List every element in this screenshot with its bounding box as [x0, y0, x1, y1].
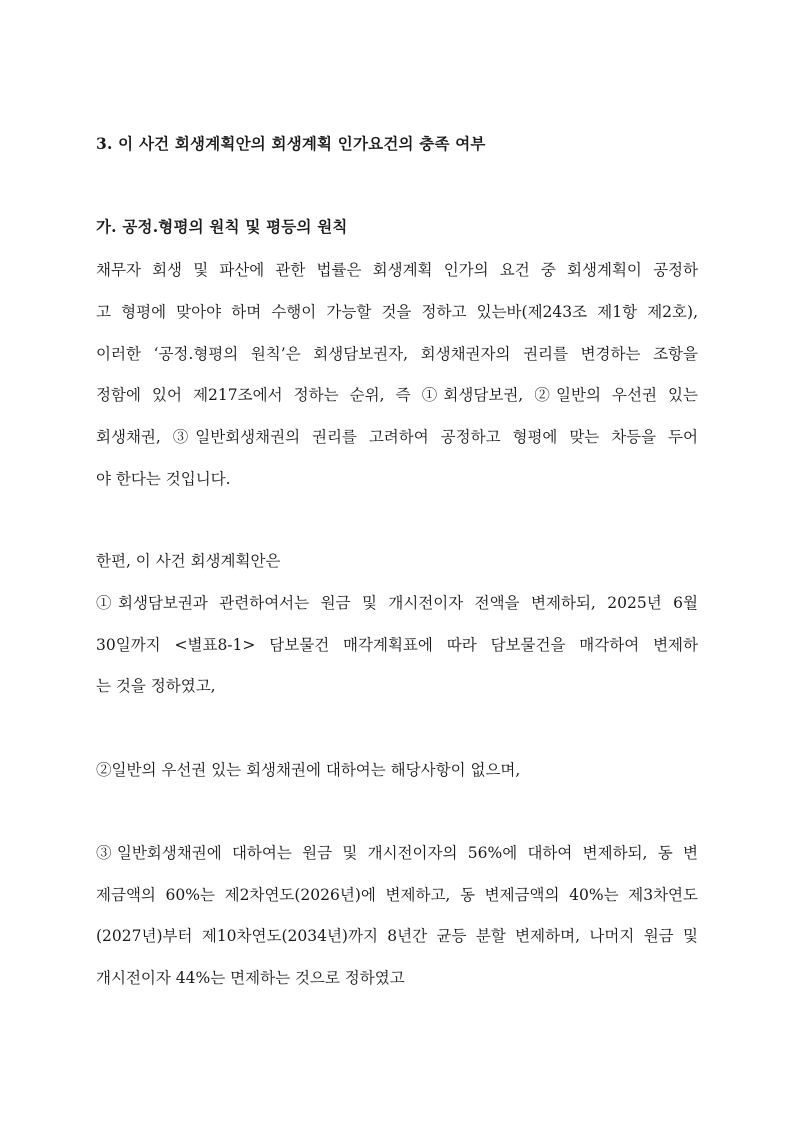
paragraph-line: 이러한 ‘공정.형평의 원칙’은 회생담보권자, 회생채권자의 권리를 변경하는 조항을 [96, 345, 698, 363]
paragraph-line: 야 한다는 것입니다. [96, 470, 231, 488]
paragraph-line: ③일반회생채권에 대하여는 원금 및 개시전이자의 56%에 대하여 변제하되, 동 변 [96, 844, 698, 862]
paragraph-line: 회생채권, ③일반회생채권의 권리를 고려하여 공정하고 형평에 맞는 차등을 두어 [96, 428, 698, 446]
paragraph-line: 는 것을 정하였고, [96, 677, 216, 695]
paragraph-line: 채무자 회생 및 파산에 관한 법률은 회생계획 인가의 요건 중 회생계획이 공정하 [96, 261, 698, 279]
paragraph-line: ①회생담보권과 관련하여서는 원금 및 개시전이자 전액을 변제하되, 2025년 6월 [96, 594, 698, 612]
paragraph-line: 30일까지 <별표8-1> 담보물건 매각계획표에 따라 담보물건을 매각하여 변제하 [96, 636, 698, 654]
paragraph-line: (2027년)부터 제10차연도(2034년)까지 8년간 균등 분할 변제하며, 나머지 원금 및 [96, 927, 698, 945]
paragraph-line: 고 형평에 맞아야 하며 수행이 가능할 것을 정하고 있는바(제243조 제1항 제2호), [96, 303, 698, 321]
paragraph-line: 개시전이자 44%는 면제하는 것으로 정하였고 [96, 969, 405, 987]
paragraph-line: 제금액의 60%는 제2차연도(2026년)에 변제하고, 동 변제금액의 40%는 제3차연도 [96, 886, 698, 904]
paragraph-intro: 한편, 이 사건 회생계획안은 [96, 552, 281, 570]
paragraph-priority-claims: ②일반의 우선권 있는 회생채권에 대하여는 해당사항이 없으며, [96, 761, 521, 779]
section-title: 3. 이 사건 회생계획안의 회생계획 인가요건의 충족 여부 [96, 134, 486, 153]
subsection-title: 가. 공정.형평의 원칙 및 평등의 원칙 [96, 217, 348, 236]
paragraph-line: 정함에 있어 제217조에서 정하는 순위, 즉 ①회생담보권, ②일반의 우선권 있는 [96, 386, 698, 404]
